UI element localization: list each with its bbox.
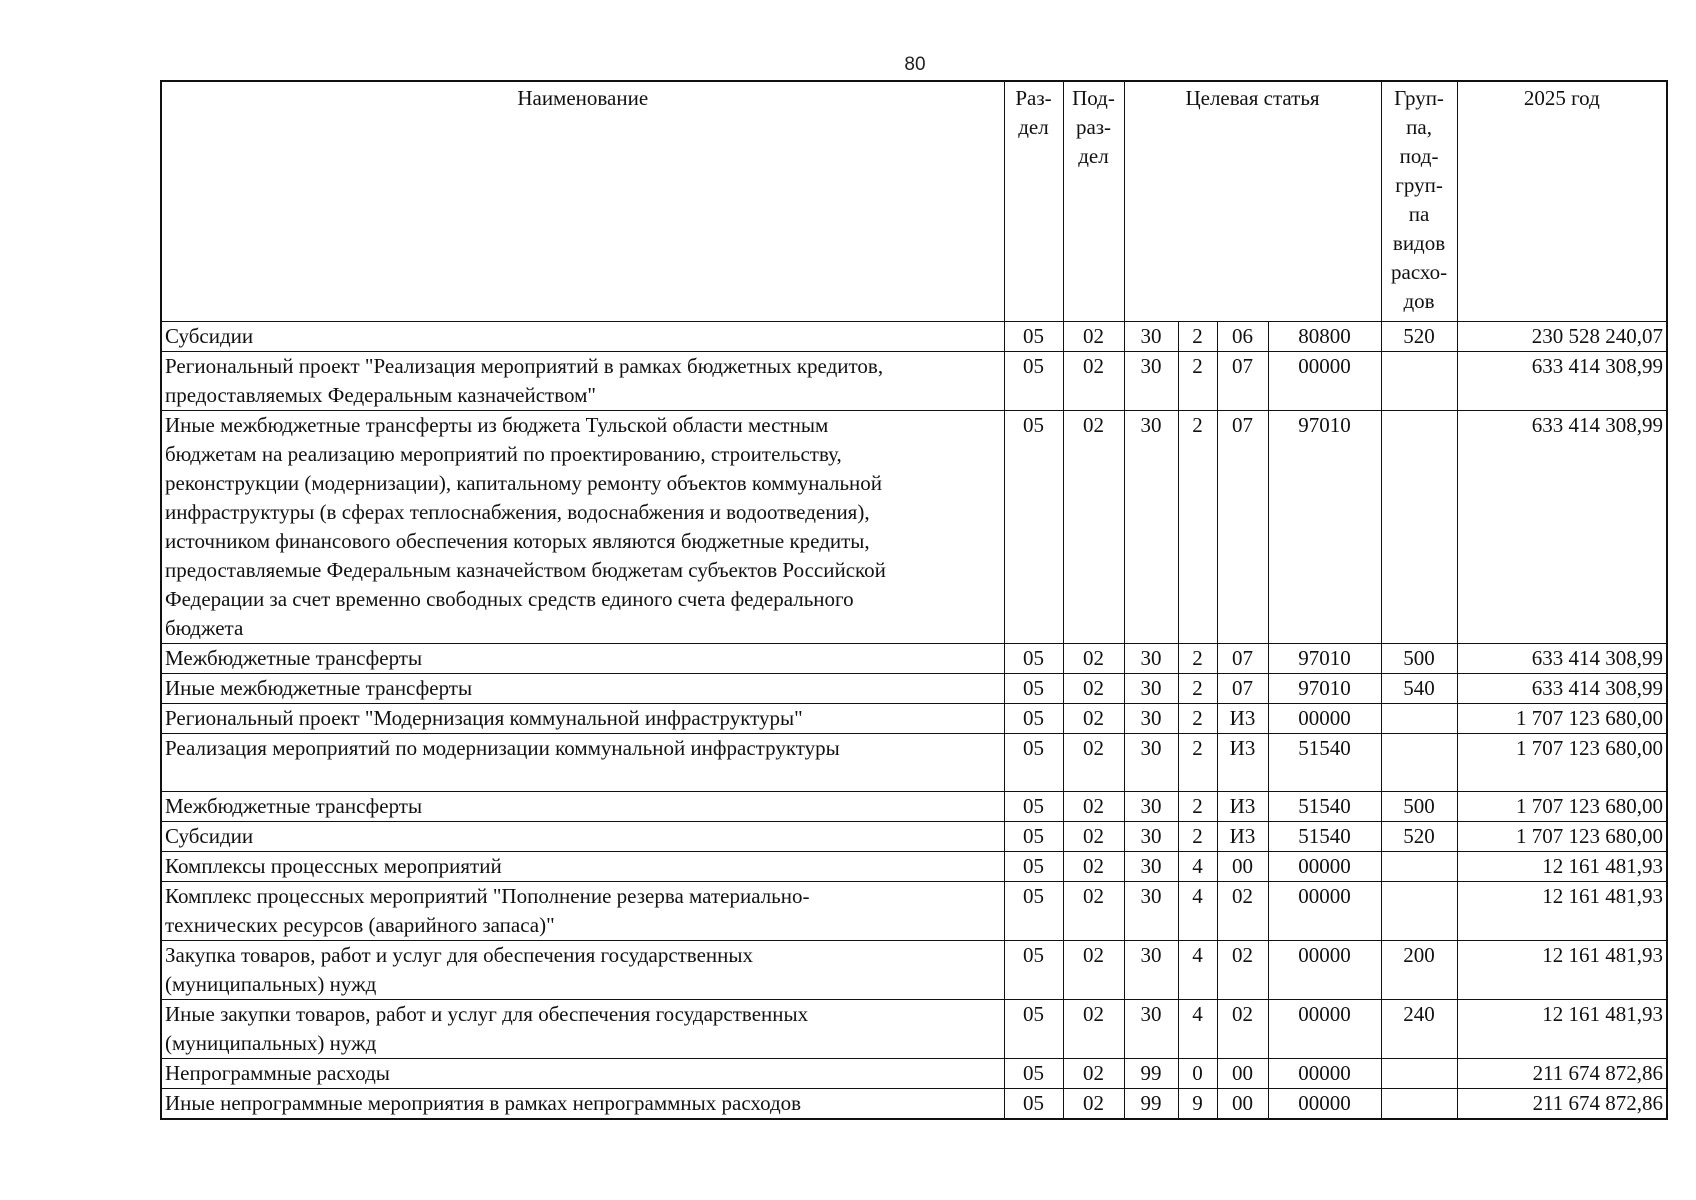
- row-target-code: 97010: [1268, 674, 1381, 704]
- row-target-code: 00000: [1268, 852, 1381, 882]
- row-razdel: 05: [1004, 644, 1063, 674]
- row-amount: 230 528 240,07: [1457, 322, 1667, 352]
- header-expense-group: Груп- па, под- груп- па видов расхо- дов: [1381, 81, 1457, 322]
- header-podrazdel: Под- раз- дел: [1063, 81, 1124, 322]
- row-target-code: 97010: [1268, 644, 1381, 674]
- row-amount: 1 707 123 680,00: [1457, 704, 1667, 734]
- row-target-item: 07: [1217, 411, 1268, 644]
- row-target-program: 30: [1124, 1000, 1178, 1059]
- header-razdel: Раз- дел: [1004, 81, 1063, 322]
- row-razdel: 05: [1004, 1059, 1063, 1089]
- row-target-program: 30: [1124, 674, 1178, 704]
- row-target-item: 06: [1217, 322, 1268, 352]
- row-target-type: 2: [1178, 674, 1217, 704]
- table-row: [161, 1059, 1667, 1089]
- row-target-program: 30: [1124, 411, 1178, 644]
- row-target-program: 30: [1124, 941, 1178, 1000]
- row-target-program: 30: [1124, 352, 1178, 411]
- row-target-item: 02: [1217, 941, 1268, 1000]
- row-name: Реализация мероприятий по модернизации коммунальной инфраструктуры: [161, 734, 1004, 792]
- row-target-code: 51540: [1268, 734, 1381, 792]
- row-target-code: 00000: [1268, 1089, 1381, 1120]
- row-podrazdel: 02: [1063, 411, 1124, 644]
- row-podrazdel: 02: [1063, 941, 1124, 1000]
- row-podrazdel: 02: [1063, 704, 1124, 734]
- row-razdel: 05: [1004, 704, 1063, 734]
- row-target-type: 2: [1178, 322, 1217, 352]
- row-target-type: 4: [1178, 941, 1217, 1000]
- row-razdel: 05: [1004, 852, 1063, 882]
- row-target-type: 0: [1178, 1059, 1217, 1089]
- budget-table: [160, 80, 1668, 1120]
- row-amount: 12 161 481,93: [1457, 1000, 1667, 1059]
- table-row: [161, 322, 1667, 352]
- row-name: Субсидии: [161, 322, 1004, 352]
- row-razdel: 05: [1004, 792, 1063, 822]
- row-name: Комплексы процессных мероприятий: [161, 852, 1004, 882]
- row-target-code: 00000: [1268, 352, 1381, 411]
- header-name: Наименование: [161, 81, 1004, 322]
- row-razdel: 05: [1004, 941, 1063, 1000]
- row-target-code: 00000: [1268, 1059, 1381, 1089]
- row-amount: 12 161 481,93: [1457, 941, 1667, 1000]
- row-podrazdel: 02: [1063, 1059, 1124, 1089]
- row-razdel: 05: [1004, 352, 1063, 411]
- row-name: Межбюджетные трансферты: [161, 792, 1004, 822]
- header-target-article: Целевая статья: [1124, 81, 1381, 322]
- row-target-type: 4: [1178, 852, 1217, 882]
- row-expense-group: 500: [1381, 792, 1457, 822]
- row-expense-group: [1381, 882, 1457, 941]
- row-target-code: 51540: [1268, 792, 1381, 822]
- row-razdel: 05: [1004, 1000, 1063, 1059]
- row-amount: 211 674 872,86: [1457, 1059, 1667, 1089]
- row-target-item: И3: [1217, 704, 1268, 734]
- table-row: [161, 352, 1667, 411]
- row-expense-group: [1381, 734, 1457, 792]
- row-amount: 12 161 481,93: [1457, 882, 1667, 941]
- row-target-type: 2: [1178, 352, 1217, 411]
- row-amount: 12 161 481,93: [1457, 852, 1667, 882]
- row-name: Иные межбюджетные трансферты из бюджета Тульской области местным бюджетам на реализацию мероприятий по проектированию, строительству, реконструкции (модернизации), капитальному ремонту объектов коммунальной инфраструктуры (в сферах теплоснабжения, водоснабжения и водоотведения), источником финансового обеспечения которых являются бюджетные кредиты, предоставляемые Федеральным казначейством бюджетам субъектов Российской Федерации за счет временно свободных средств единого счета федерального бюджета: [161, 411, 1004, 644]
- row-amount: 1 707 123 680,00: [1457, 822, 1667, 852]
- row-expense-group: [1381, 852, 1457, 882]
- page-number: 80: [904, 54, 926, 75]
- row-amount: 211 674 872,86: [1457, 1089, 1667, 1120]
- table-row: [161, 822, 1667, 852]
- table-body: [161, 322, 1667, 1120]
- row-target-program: 30: [1124, 882, 1178, 941]
- row-amount: 633 414 308,99: [1457, 411, 1667, 644]
- row-target-item: 07: [1217, 674, 1268, 704]
- table-row: [161, 882, 1667, 941]
- table-row: [161, 704, 1667, 734]
- row-target-code: 00000: [1268, 704, 1381, 734]
- row-target-item: 07: [1217, 352, 1268, 411]
- row-amount: 1 707 123 680,00: [1457, 734, 1667, 792]
- row-name: Комплекс процессных мероприятий "Пополнение резерва материально- технических ресурсов (аварийного запаса)": [161, 882, 1004, 941]
- row-podrazdel: 02: [1063, 322, 1124, 352]
- row-target-program: 30: [1124, 852, 1178, 882]
- row-podrazdel: 02: [1063, 1000, 1124, 1059]
- row-expense-group: 200: [1381, 941, 1457, 1000]
- row-target-program: 30: [1124, 822, 1178, 852]
- row-podrazdel: 02: [1063, 882, 1124, 941]
- row-target-program: 30: [1124, 792, 1178, 822]
- table-row: [161, 941, 1667, 1000]
- row-target-item: 02: [1217, 1000, 1268, 1059]
- row-target-item: И3: [1217, 734, 1268, 792]
- table-row: [161, 644, 1667, 674]
- row-target-item: 02: [1217, 882, 1268, 941]
- row-expense-group: [1381, 1089, 1457, 1120]
- table-row: [161, 1089, 1667, 1120]
- row-expense-group: [1381, 352, 1457, 411]
- row-target-program: 30: [1124, 734, 1178, 792]
- row-podrazdel: 02: [1063, 1089, 1124, 1120]
- row-target-program: 30: [1124, 322, 1178, 352]
- row-name: Закупка товаров, работ и услуг для обеспечения государственных (муниципальных) нужд: [161, 941, 1004, 1000]
- row-podrazdel: 02: [1063, 852, 1124, 882]
- row-podrazdel: 02: [1063, 792, 1124, 822]
- header-year-2025: 2025 год: [1457, 81, 1667, 322]
- row-name: Субсидии: [161, 822, 1004, 852]
- row-target-type: 2: [1178, 734, 1217, 792]
- table-row: [161, 734, 1667, 792]
- row-razdel: 05: [1004, 322, 1063, 352]
- row-target-program: 30: [1124, 644, 1178, 674]
- row-target-item: И3: [1217, 792, 1268, 822]
- row-target-item: 00: [1217, 1059, 1268, 1089]
- row-expense-group: 520: [1381, 322, 1457, 352]
- row-target-item: 07: [1217, 644, 1268, 674]
- row-razdel: 05: [1004, 734, 1063, 792]
- row-target-item: И3: [1217, 822, 1268, 852]
- row-expense-group: 540: [1381, 674, 1457, 704]
- row-target-item: 00: [1217, 852, 1268, 882]
- row-target-type: 4: [1178, 1000, 1217, 1059]
- row-expense-group: 240: [1381, 1000, 1457, 1059]
- row-name: Иные закупки товаров, работ и услуг для обеспечения государственных (муниципальных) нужд: [161, 1000, 1004, 1059]
- row-target-program: 30: [1124, 704, 1178, 734]
- row-target-program: 99: [1124, 1089, 1178, 1120]
- table-row: [161, 852, 1667, 882]
- table-row: [161, 1000, 1667, 1059]
- row-amount: 633 414 308,99: [1457, 352, 1667, 411]
- row-target-type: 2: [1178, 411, 1217, 644]
- header-row: [161, 81, 1667, 322]
- row-target-code: 97010: [1268, 411, 1381, 644]
- row-razdel: 05: [1004, 674, 1063, 704]
- row-target-item: 00: [1217, 1089, 1268, 1120]
- row-amount: 633 414 308,99: [1457, 674, 1667, 704]
- table-row: [161, 411, 1667, 644]
- row-amount: 1 707 123 680,00: [1457, 792, 1667, 822]
- row-target-code: 00000: [1268, 882, 1381, 941]
- row-razdel: 05: [1004, 822, 1063, 852]
- row-razdel: 05: [1004, 882, 1063, 941]
- row-target-type: 4: [1178, 882, 1217, 941]
- row-target-code: 00000: [1268, 1000, 1381, 1059]
- row-target-type: 2: [1178, 644, 1217, 674]
- row-target-type: 2: [1178, 792, 1217, 822]
- row-expense-group: [1381, 1059, 1457, 1089]
- row-expense-group: 520: [1381, 822, 1457, 852]
- row-expense-group: [1381, 411, 1457, 644]
- row-podrazdel: 02: [1063, 644, 1124, 674]
- row-podrazdel: 02: [1063, 674, 1124, 704]
- row-expense-group: 500: [1381, 644, 1457, 674]
- table-row: [161, 792, 1667, 822]
- row-razdel: 05: [1004, 1089, 1063, 1120]
- row-podrazdel: 02: [1063, 352, 1124, 411]
- row-target-type: 2: [1178, 704, 1217, 734]
- row-target-type: 9: [1178, 1089, 1217, 1120]
- table-row: [161, 674, 1667, 704]
- row-name: Региональный проект "Модернизация коммунальной инфраструктуры": [161, 704, 1004, 734]
- row-name: Региональный проект "Реализация мероприятий в рамках бюджетных кредитов, предоставляемых Федеральным казначейством": [161, 352, 1004, 411]
- row-amount: 633 414 308,99: [1457, 644, 1667, 674]
- row-podrazdel: 02: [1063, 734, 1124, 792]
- row-expense-group: [1381, 704, 1457, 734]
- row-target-code: 00000: [1268, 941, 1381, 1000]
- row-name: Непрограммные расходы: [161, 1059, 1004, 1089]
- row-name: Иные непрограммные мероприятия в рамках непрограммных расходов: [161, 1089, 1004, 1120]
- row-target-code: 80800: [1268, 322, 1381, 352]
- row-target-type: 2: [1178, 822, 1217, 852]
- row-target-program: 99: [1124, 1059, 1178, 1089]
- row-target-code: 51540: [1268, 822, 1381, 852]
- row-name: Иные межбюджетные трансферты: [161, 674, 1004, 704]
- row-name: Межбюджетные трансферты: [161, 644, 1004, 674]
- row-razdel: 05: [1004, 411, 1063, 644]
- row-podrazdel: 02: [1063, 822, 1124, 852]
